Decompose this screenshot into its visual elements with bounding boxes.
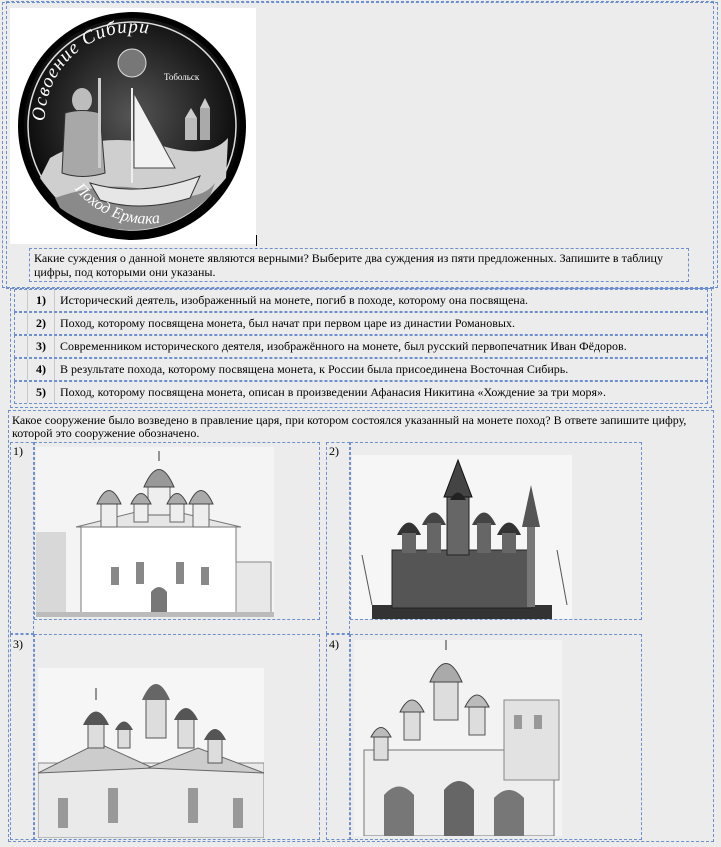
text-cursor xyxy=(256,235,257,246)
option-label-cell xyxy=(10,442,34,634)
cathedral-photo-2[interactable] xyxy=(352,455,572,619)
statement-text: В результате похода, которому посвящена монета, к России была присоединена Восточная Сибирь. xyxy=(60,362,569,376)
statement-row xyxy=(14,289,708,312)
statement-row xyxy=(14,312,708,335)
coin-top-text: Освоение Сибири xyxy=(28,16,152,122)
statement-number: 5) xyxy=(27,382,55,403)
statement-number: 4) xyxy=(27,359,55,380)
statement-text: Исторический деятель, изображенный на монете, погиб в походе, которому она посвящена. xyxy=(60,293,529,307)
statement-row xyxy=(14,335,708,358)
coin-image xyxy=(10,8,256,244)
statement-row xyxy=(14,381,708,404)
statement-text: Поход, которому посвящена монета, был начат при первом царе из династии Романовых. xyxy=(60,316,515,330)
option-1-label: 1) xyxy=(13,444,23,458)
cathedral-photo-4[interactable] xyxy=(354,640,562,836)
cathedral-photo-3[interactable] xyxy=(38,668,264,838)
statement-text: Современником исторического деятеля, изображённого на монете, был русский первопечатник Иван Фёдоров. xyxy=(60,339,627,353)
question-2-text: Какое сооружение было возведено в правление царя, при котором состоялся указанный на монете поход? В ответе запишите цифру, которой это сооружение обозначено. xyxy=(12,413,687,440)
option-3-label: 3) xyxy=(13,637,23,651)
statement-row xyxy=(14,358,708,381)
statement-number: 2) xyxy=(27,313,55,334)
question-1-text: Какие суждения о данной монете являются верными? Выберите два суждения из пяти предложенных. Запишите в таблицу цифры, под которыми они указаны. xyxy=(29,248,689,282)
coin-bottom-text: Поход Ермака xyxy=(71,180,161,228)
statement-number: 3) xyxy=(27,336,55,357)
statement-text: Поход, которому посвящена монета, описан в произведении Афанасия Никитина «Хождение за три моря». xyxy=(60,385,606,399)
option-label-cell xyxy=(326,442,350,634)
coin-city-text: Тобольск xyxy=(164,72,200,82)
cathedral-photo-1[interactable] xyxy=(36,447,274,617)
option-label-cell xyxy=(326,634,350,840)
option-2-label: 2) xyxy=(329,444,339,458)
option-4-label: 4) xyxy=(329,637,339,651)
option-label-cell xyxy=(10,634,34,840)
statement-number: 1) xyxy=(27,290,55,311)
